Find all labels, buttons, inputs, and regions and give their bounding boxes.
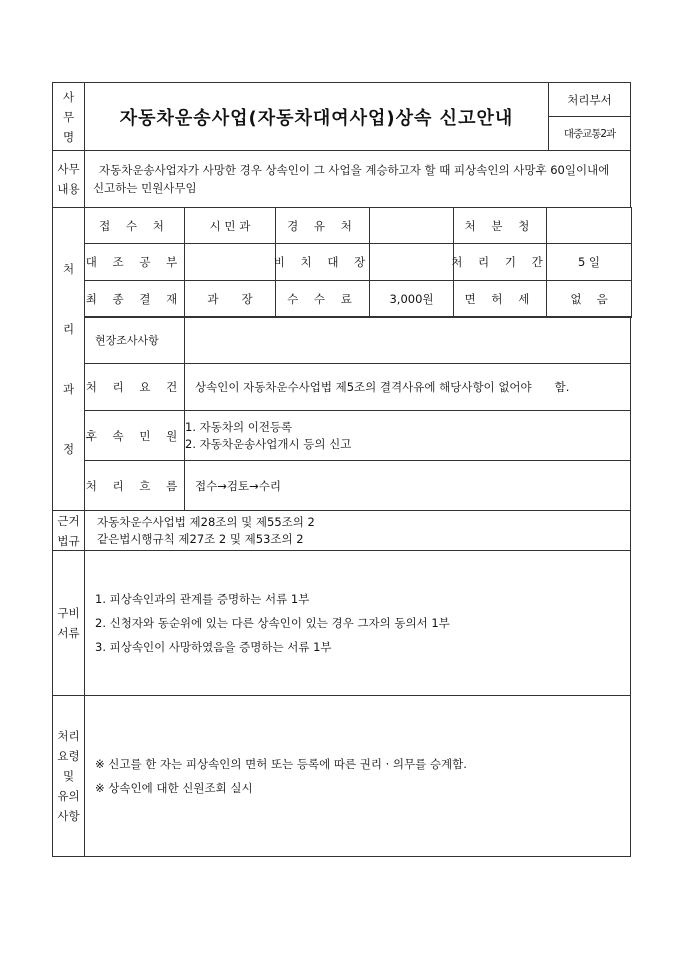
grid-label: 대 조 공 부 xyxy=(84,243,185,281)
requirement-label: 처 리 요 건 xyxy=(84,363,185,411)
site-survey-value xyxy=(184,316,631,364)
label-char: 정 xyxy=(62,442,75,456)
label-text: 사무 xyxy=(57,162,80,176)
label-text: 법규 xyxy=(57,533,80,548)
grid-value xyxy=(546,207,632,244)
flow-label: 처 리 흐 름 xyxy=(84,460,185,511)
label-char: 처 xyxy=(62,262,75,276)
grid-label: 수 수 료 xyxy=(275,280,370,318)
label-text: 처리 xyxy=(57,729,80,743)
grid-label: 처 리 기 간 xyxy=(453,243,547,281)
documents-list xyxy=(84,550,631,696)
grid-value xyxy=(184,243,276,281)
legal-list xyxy=(84,510,631,551)
document-item: 3. 피상속인이 사망하였음을 증명하는 서류 1부 xyxy=(95,640,332,654)
grid-value xyxy=(369,207,454,244)
note-item: ※ 상속인에 대한 신원조회 실시 xyxy=(95,781,253,795)
label-text: 근거 xyxy=(57,513,80,528)
label-text: 유의 xyxy=(57,789,80,803)
document-item: 1. 피상속인과의 관계를 증명하는 서류 1부 xyxy=(95,592,310,606)
label-text: 사항 xyxy=(57,809,80,823)
grid-label: 면 허 세 xyxy=(453,280,547,318)
label-text: 내용 xyxy=(57,182,80,196)
label-text: 구비 xyxy=(57,606,80,620)
dept-value: 대중교통2과 xyxy=(548,116,631,151)
followup-list xyxy=(184,410,631,461)
dept-label: 처리부서 xyxy=(548,82,631,117)
grid-value: 없 음 xyxy=(546,280,632,318)
legal-item: 같은법시행규칙 제27조 2 및 제53조의 2 xyxy=(97,531,304,546)
page-title: 자동차운송사업(자동차대여사업)상속 신고안내 xyxy=(84,82,549,151)
label-text: 및 xyxy=(62,769,75,783)
label-char: 과 xyxy=(62,382,75,396)
requirement-value: 상속인이 자동차운수사업법 제5조의 결격사유에 해당사항이 없어야 함. xyxy=(184,363,631,411)
grid-value xyxy=(369,243,454,281)
grid-value: 과 장 xyxy=(184,280,276,318)
document-item: 2. 신청자와 동순위에 있는 다른 상속인이 있는 경우 그자의 동의서 1부 xyxy=(95,616,450,630)
grid-label: 접 수 처 xyxy=(84,207,185,244)
flow-value: 접수→검토→수리 xyxy=(184,460,631,511)
notes-label xyxy=(52,695,85,857)
grid-label: 처 분 청 xyxy=(453,207,547,244)
label-char: 무 xyxy=(62,109,75,124)
followup-item: 2. 자동차운송사업개시 등의 신고 xyxy=(185,436,352,451)
legal-item: 자동차운수사업법 제28조의 및 제55조의 2 xyxy=(97,514,315,529)
followup-item: 1. 자동차의 이전등록 xyxy=(185,419,293,434)
process-label xyxy=(52,207,85,511)
followup-label: 후 속 민 원 xyxy=(84,410,185,461)
description-label xyxy=(52,150,85,208)
notes-list xyxy=(84,695,631,857)
note-item: ※ 신고를 한 자는 피상속인의 면허 또는 등록에 따른 권리 · 의무를 승계함. xyxy=(95,757,467,771)
label-text: 요령 xyxy=(57,749,80,763)
grid-value: 5 일 xyxy=(546,243,632,281)
description-text: 자동차운송사업자가 사망한 경우 상속인이 그 사업을 계승하고자 할 때 피상속인의 사망후 60일이내에 신고하는 민원사무임 xyxy=(84,150,631,208)
label-text: 서류 xyxy=(57,626,80,640)
grid-label: 최 종 결 재 xyxy=(84,280,185,318)
grid-label: 비 치 대 장 xyxy=(275,243,370,281)
label-char: 명 xyxy=(62,129,75,144)
documents-label xyxy=(52,550,85,696)
grid-value: 시 민 과 xyxy=(184,207,276,244)
label-char: 사 xyxy=(62,89,75,104)
legal-label xyxy=(52,510,85,551)
label-char: 리 xyxy=(62,322,75,336)
header-label xyxy=(52,82,85,151)
grid-value: 3,000원 xyxy=(369,280,454,318)
site-survey-label: 현장조사사항 xyxy=(84,316,185,364)
grid-label: 경 유 처 xyxy=(275,207,370,244)
